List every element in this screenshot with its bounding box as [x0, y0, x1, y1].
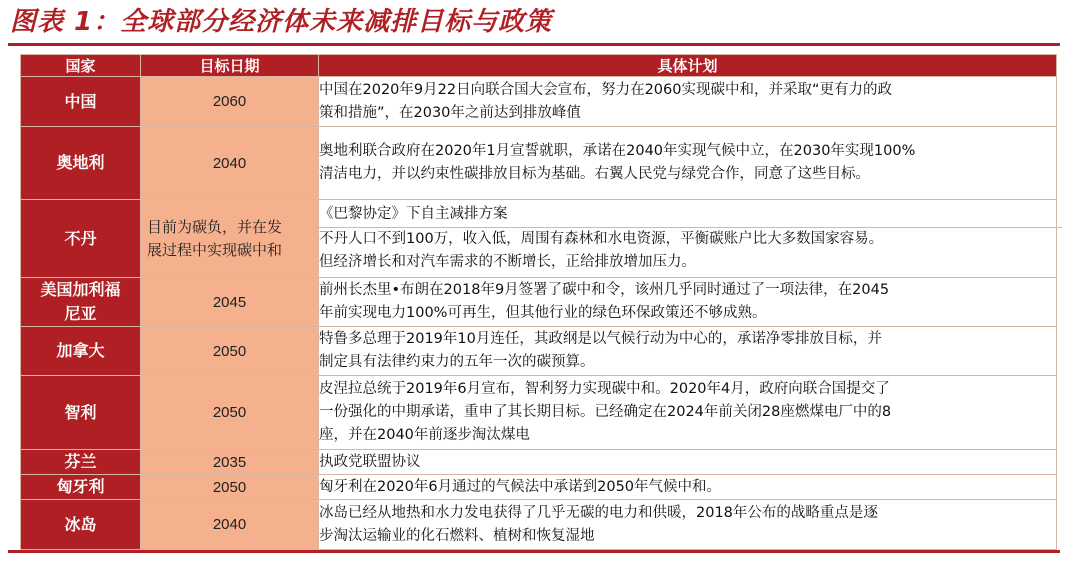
country-cell: 芬兰 [21, 450, 141, 475]
country-cell: 匈牙利 [21, 475, 141, 500]
table-row [21, 127, 1057, 200]
bottom-rule [8, 550, 1060, 553]
target-date-cell: 2050 [141, 327, 319, 376]
column-header-plan: 具体计划 [319, 55, 1057, 77]
table-row [21, 77, 1057, 127]
table-row [21, 376, 1057, 450]
country-cell: 智利 [21, 376, 141, 450]
target-date-cell: 目前为碳负，并在发 展过程中实现碳中和 [141, 200, 319, 278]
plan-cell: 《巴黎协定》下自主减排方案 不丹人口不到100万，收入低，周围有森林和水电资源，平衡碳账户比大多数国家容易。 但经济增长和对汽车需求的不断增长，正给排放增加压力。 [319, 200, 1057, 278]
column-header-country: 国家 [21, 55, 141, 77]
plan-cell: 特鲁多总理于2019年10月连任，其政纲是以气候行动为中心的，承诺净零排放目标，并 制定具有法律约束力的五年一次的碳预算。 [319, 327, 1057, 376]
target-date-cell: 2050 [141, 475, 319, 500]
table-header-row [21, 55, 1057, 77]
title-rule [8, 43, 1060, 46]
plan-cell: 皮涅拉总统于2019年6月宣布，智利努力实现碳中和。2020年4月，政府向联合国提交了 一份强化的中期承诺，重申了其长期目标。已经确定在2024年前关闭28座燃煤电厂中的8 座，并在2040年前逐步淘汰煤电 [319, 376, 1057, 450]
table-row [21, 475, 1057, 500]
table-row [21, 200, 1057, 278]
country-cell: 不丹 [21, 200, 141, 278]
policy-table [20, 54, 1057, 550]
country-cell: 加拿大 [21, 327, 141, 376]
figure-title: 图表 1：全球部分经济体未来减排目标与政策 [10, 7, 553, 37]
plan-cell: 奥地利联合政府在2020年1月宣誓就职，承诺在2040年实现气候中立，在2030年实现100% 清洁电力，并以约束性碳排放目标为基础。右翼人民党与绿党合作，同意了这些目标。 [319, 127, 1057, 200]
plan-cell: 匈牙利在2020年6月通过的气候法中承诺到2050年气候中和。 [319, 475, 1057, 500]
target-date-cell: 2050 [141, 376, 319, 450]
table-row [21, 278, 1057, 327]
plan-cell: 前州长杰里•布朗在2018年9月签署了碳中和令，该州几乎同时通过了一项法律，在2045 年前实现电力100%可再生，但其他行业的绿色环保政策还不够成熟。 [319, 278, 1057, 327]
table-row [21, 450, 1057, 475]
column-header-target-date: 目标日期 [141, 55, 319, 77]
country-cell: 中国 [21, 77, 141, 127]
country-cell: 冰岛 [21, 500, 141, 550]
country-cell: 奥地利 [21, 127, 141, 200]
plan-cell: 中国在2020年9月22日向联合国大会宣布，努力在2060实现碳中和，并采取“更有力的政 策和措施”，在2030年之前达到排放峰值 [319, 77, 1057, 127]
target-date-cell: 2045 [141, 278, 319, 327]
plan-cell: 冰岛已经从地热和水力发电获得了几乎无碳的电力和供暖，2018年公布的战略重点是逐 步淘汰运输业的化石燃料、植树和恢复湿地 [319, 500, 1057, 550]
table-row [21, 327, 1057, 376]
table-row [21, 500, 1057, 550]
target-date-cell: 2040 [141, 500, 319, 550]
target-date-cell: 2060 [141, 77, 319, 127]
country-cell: 美国加利福 尼亚 [21, 278, 141, 327]
target-date-cell: 2040 [141, 127, 319, 200]
plan-cell: 执政党联盟协议 [319, 450, 1057, 475]
target-date-cell: 2035 [141, 450, 319, 475]
